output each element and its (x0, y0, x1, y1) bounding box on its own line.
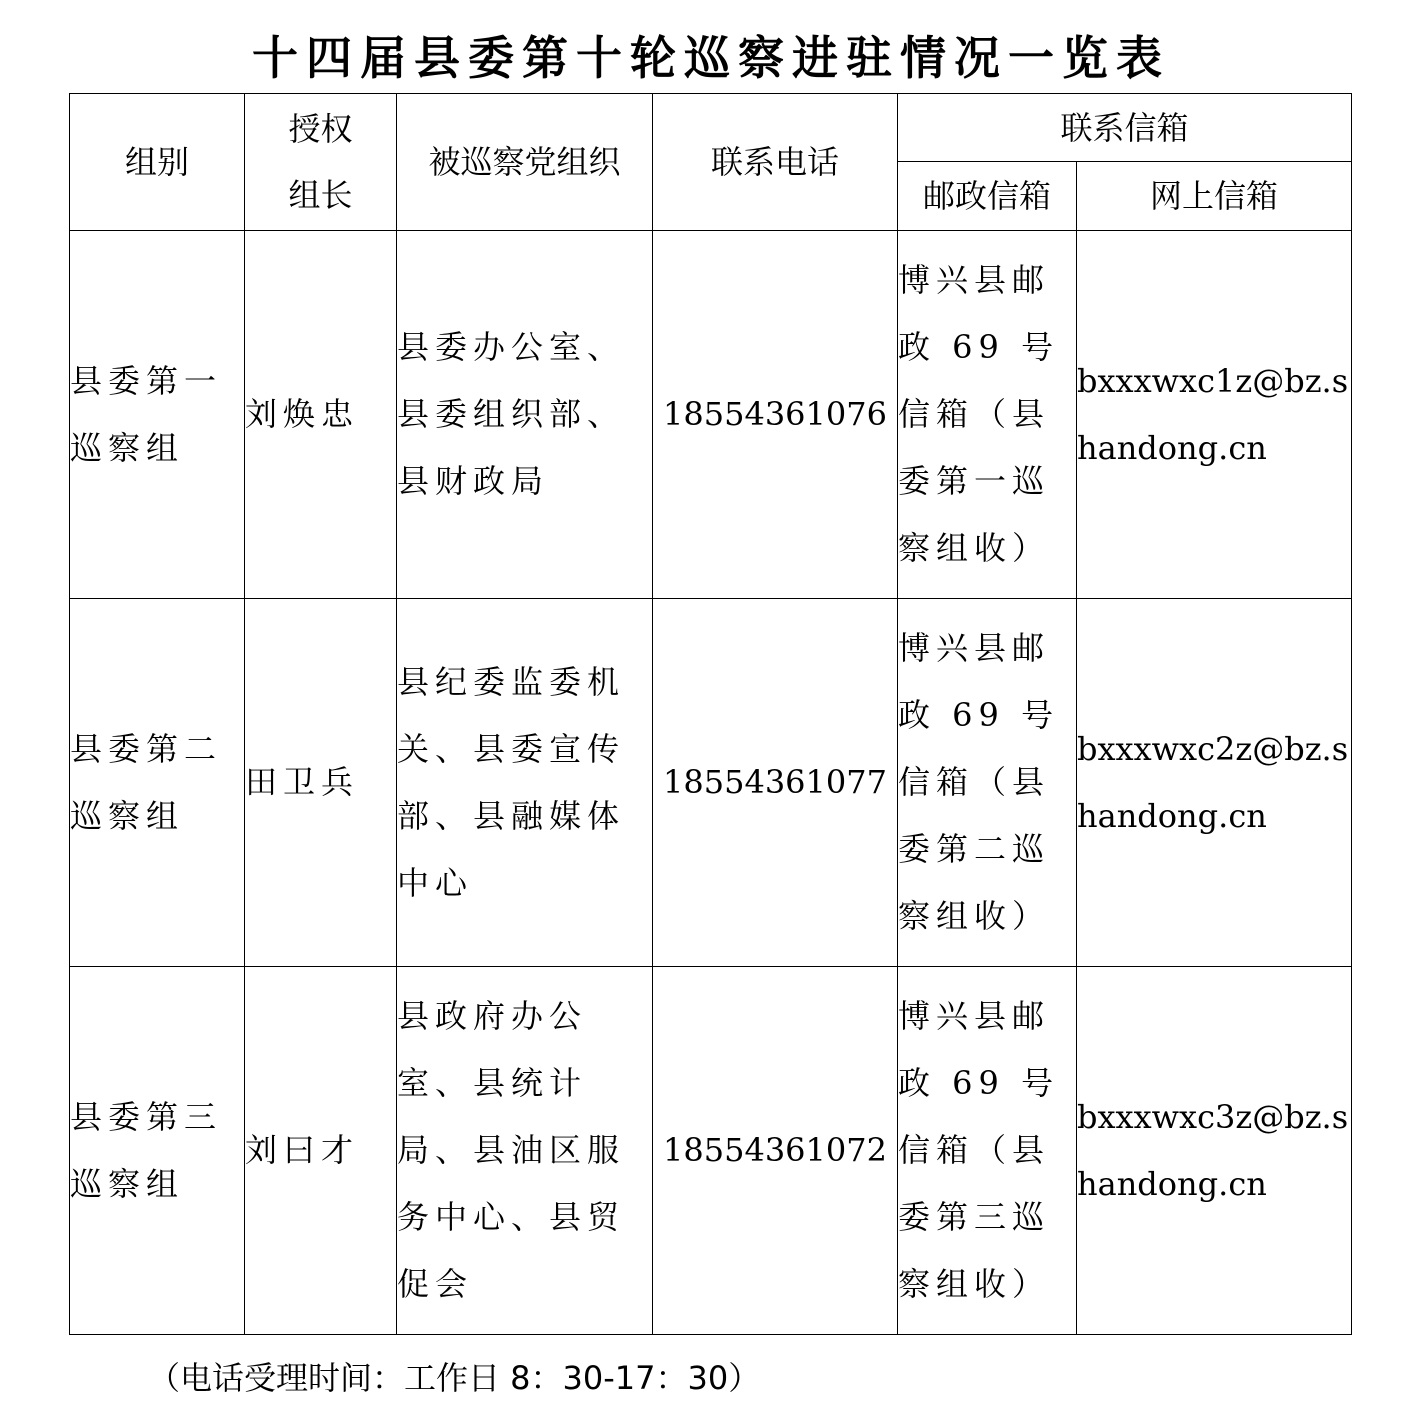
cell-org: 县委办公室、县委组织部、县财政局 (397, 231, 653, 599)
cell-group: 县委第一巡察组 (70, 231, 245, 599)
cell-postal: 博兴县邮政 69 号信箱（县委第二巡察组收） (898, 599, 1077, 967)
table-row (70, 967, 1352, 1335)
cell-postal: 博兴县邮政 69 号信箱（县委第一巡察组收） (898, 231, 1077, 599)
cell-phone: 18554361076 (653, 231, 898, 599)
header-group: 组别 (70, 94, 245, 231)
cell-group: 县委第三巡察组 (70, 967, 245, 1335)
cell-phone: 18554361072 (653, 967, 898, 1335)
header-leader-line2: 组长 (288, 176, 353, 214)
cell-online: bxxxwxc2z@bz.shandong.cn (1077, 599, 1352, 967)
inspection-table (69, 93, 1352, 1335)
header-org: 被巡察党组织 (397, 94, 653, 231)
cell-online: bxxxwxc1z@bz.shandong.cn (1077, 231, 1352, 599)
cell-phone: 18554361077 (653, 599, 898, 967)
footer-note: （电话受理时间：工作日 8：30-17：30） (148, 1359, 761, 1397)
table-row (70, 231, 1352, 599)
header-postal: 邮政信箱 (898, 162, 1077, 231)
header-leader-line1: 授权 (288, 110, 353, 148)
cell-leader: 田卫兵 (245, 599, 397, 967)
cell-leader: 刘曰才 (245, 967, 397, 1335)
cell-org: 县纪委监委机关、县委宣传部、县融媒体中心 (397, 599, 653, 967)
cell-postal: 博兴县邮政 69 号信箱（县委第三巡察组收） (898, 967, 1077, 1335)
header-online: 网上信箱 (1077, 162, 1352, 231)
header-leader (245, 94, 397, 231)
page-title: 十四届县委第十轮巡察进驻情况一览表 (252, 31, 1170, 85)
header-phone: 联系电话 (653, 94, 898, 231)
cell-online: bxxxwxc3z@bz.shandong.cn (1077, 967, 1352, 1335)
cell-org: 县政府办公室、县统计局、县油区服务中心、县贸促会 (397, 967, 653, 1335)
cell-leader: 刘焕忠 (245, 231, 397, 599)
table-row (70, 599, 1352, 967)
cell-group: 县委第二巡察组 (70, 599, 245, 967)
header-mailbox: 联系信箱 (898, 94, 1352, 162)
